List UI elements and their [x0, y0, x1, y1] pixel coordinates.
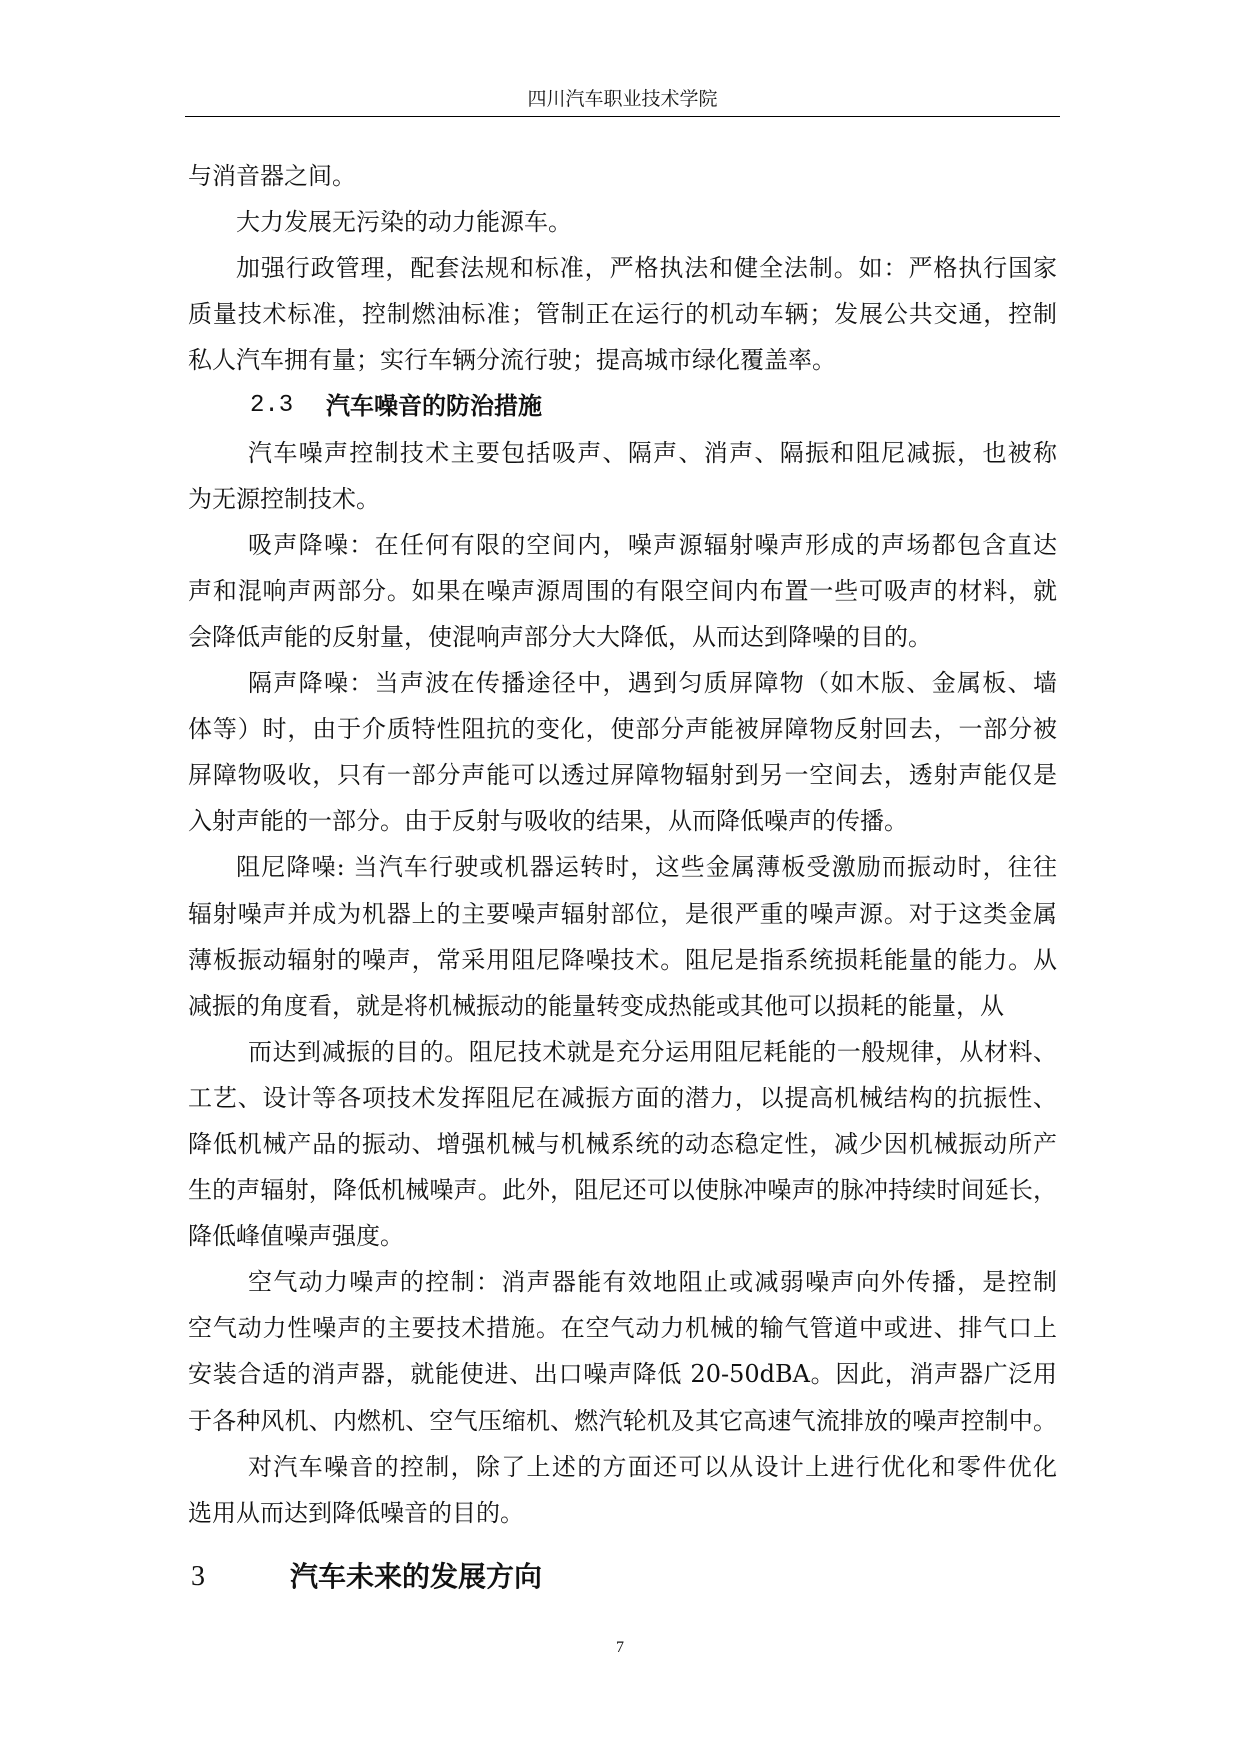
subsection-title: 汽车噪音的防治措施: [326, 391, 542, 421]
text-line: 会降低声能的反射量，使混响声部分大大降低，从而达到降噪的目的。: [188, 622, 932, 651]
text-line: 私人汽车拥有量；实行车辆分流行驶；提高城市绿化覆盖率。: [188, 346, 836, 375]
paragraph: [188, 1029, 1057, 1259]
paragraph: [188, 522, 1057, 660]
subsection-heading: [188, 383, 1057, 429]
section-number: 3: [191, 1561, 205, 1592]
paragraph: [188, 660, 1057, 844]
text-line: 吸声降噪：在任何有限的空间内，噪声源辐射噪声形成的声场都包含直达: [248, 530, 1057, 559]
text-line: 为无源控制技术。: [188, 484, 380, 513]
text-line: 工艺、设计等各项技术发挥阻尼在减振方面的潜力，以提高机械结构的抗振性、: [188, 1083, 1057, 1112]
subsection-number: 2.3: [250, 392, 294, 420]
paragraph: [188, 430, 1057, 522]
paragraph: [188, 1444, 1057, 1536]
text-line: 声和混响声两部分。如果在噪声源周围的有限空间内布置一些可吸声的材料，就: [188, 576, 1057, 605]
page-number: 7: [616, 1639, 624, 1656]
text-line: 对汽车噪音的控制，除了上述的方面还可以从设计上进行优化和零件优化: [248, 1452, 1057, 1481]
body-text: [188, 153, 1057, 1536]
text-line: 汽车噪声控制技术主要包括吸声、隔声、消声、隔振和阻尼减振，也被称: [248, 438, 1057, 467]
text-line: 大力发展无污染的动力能源车。: [236, 208, 572, 237]
text-line: 体等）时，由于介质特性阻抗的变化，使部分声能被屏障物反射回去，一部分被: [188, 715, 1057, 744]
text-line: 减振的角度看，就是将机械振动的能量转变成热能或其他可以损耗的能量，从: [188, 991, 1004, 1020]
text-line: 薄板振动辐射的噪声，常采用阻尼降噪技术。阻尼是指系统损耗能量的能力。从: [188, 945, 1057, 974]
section-heading: [191, 1557, 891, 1597]
paragraph: [188, 153, 1057, 199]
section-title: 汽车未来的发展方向: [290, 1560, 543, 1593]
text-line: 安装合适的消声器，就能使进、出口噪声降低 20-50dBA。因此，消声器广泛用: [188, 1360, 1057, 1389]
paragraph: [188, 844, 1057, 1028]
text-line: 屏障物吸收，只有一部分声能可以透过屏障物辐射到另一空间去，透射声能仅是: [188, 761, 1057, 790]
text-line: 入射声能的一部分。由于反射与吸收的结果，从而降低噪声的传播。: [188, 807, 908, 836]
running-header: 四川汽车职业技术学院: [527, 88, 718, 110]
paragraph: [188, 199, 1057, 245]
text-line: 隔声降噪：当声波在传播途径中，遇到匀质屏障物（如木版、金属板、墙: [248, 669, 1057, 698]
text-line: 空气动力噪声的控制：消声器能有效地阻止或减弱噪声向外传播，是控制: [248, 1268, 1057, 1297]
text-line: 于各种风机、内燃机、空气压缩机、燃汽轮机及其它高速气流排放的噪声控制中。: [188, 1406, 1057, 1435]
paragraph: [188, 245, 1057, 383]
text-line: 空气动力性噪声的主要技术措施。在空气动力机械的输气管道中或进、排气口上: [188, 1314, 1057, 1343]
text-line: 选用从而达到降低噪音的目的。: [188, 1498, 524, 1527]
text-line: 辐射噪声并成为机器上的主要噪声辐射部位，是很严重的噪声源。对于这类金属: [188, 899, 1057, 928]
text-line: 降低峰值噪声强度。: [188, 1222, 404, 1251]
text-line: 加强行政管理，配套法规和标准，严格执法和健全法制。如：严格执行国家: [236, 254, 1057, 283]
text-line: 质量技术标准，控制燃油标准；管制正在运行的机动车辆；发展公共交通，控制: [188, 300, 1057, 329]
text-line: 与消音器之间。: [188, 162, 356, 190]
paragraph: [188, 1259, 1057, 1443]
text-line: 生的声辐射，降低机械噪声。此外，阻尼还可以使脉冲噪声的脉冲持续时间延长，: [188, 1176, 1057, 1205]
text-line: 阻尼降噪: 当汽车行驶或机器运转时，这些金属薄板受激励而振动时，往往: [236, 853, 1057, 882]
header-divider: [185, 116, 1060, 117]
text-line: 而达到减振的目的。阻尼技术就是充分运用阻尼耗能的一般规律，从材料、: [248, 1037, 1057, 1066]
text-line: 降低机械产品的振动、增强机械与机械系统的动态稳定性，减少因机械振动所产: [188, 1129, 1057, 1158]
